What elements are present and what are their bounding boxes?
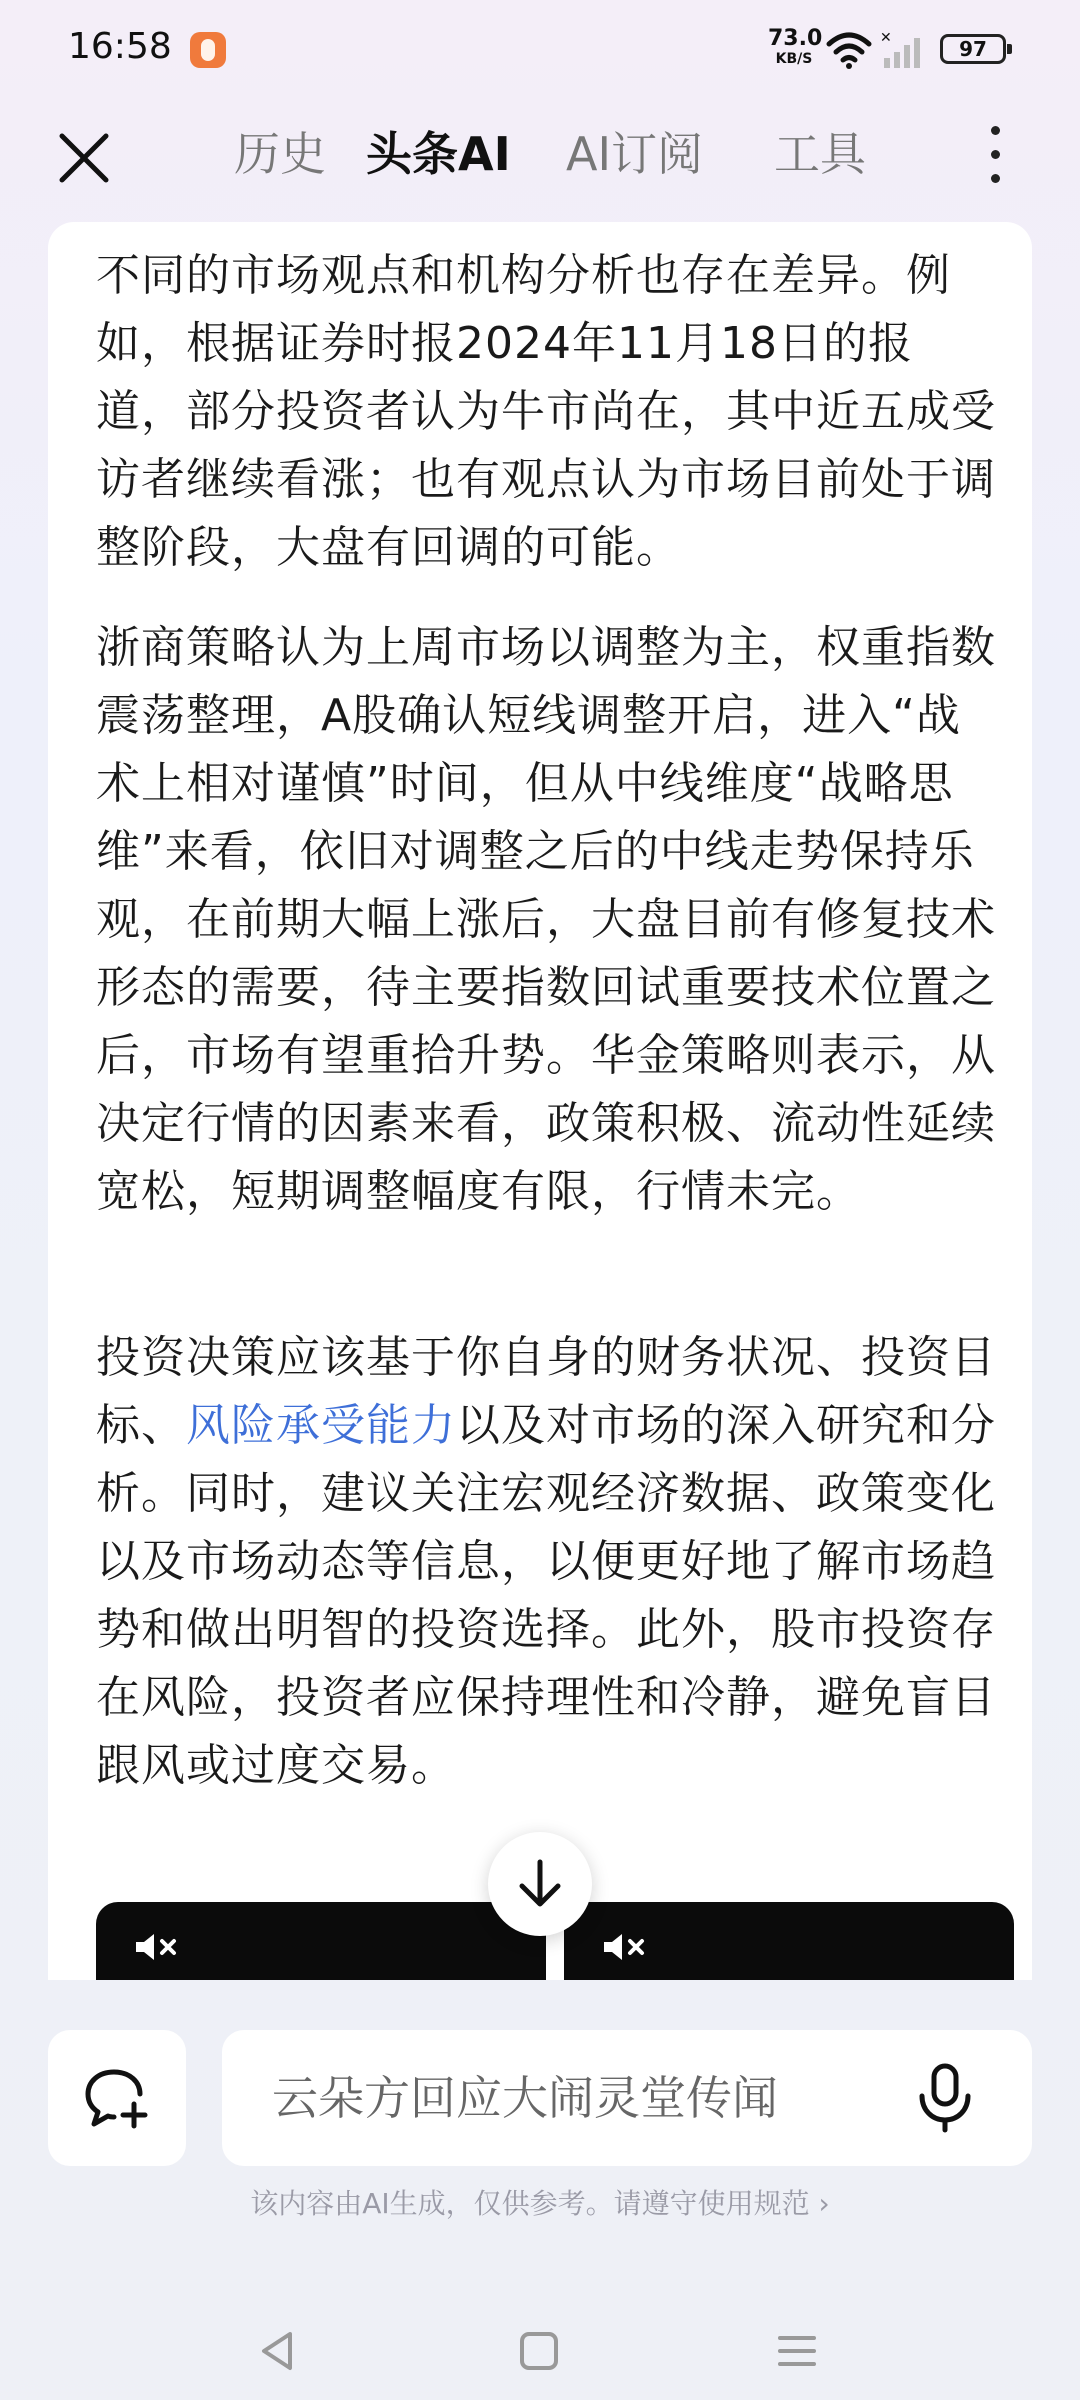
video-thumbnail[interactable] bbox=[564, 1902, 1014, 1980]
arrow-down-icon bbox=[516, 1858, 564, 1910]
new-chat-icon bbox=[82, 2064, 152, 2134]
question-input[interactable] bbox=[222, 2030, 1032, 2166]
mute-icon[interactable] bbox=[602, 1930, 650, 1964]
wifi-icon bbox=[826, 30, 872, 70]
answer-text: 以及对市场的深入研究和分析。同时，建议关注宏观经济数据、政策变化以及市场动态等信息，以便更好地了解市场趋势和做出明智的投资选择。此外，股市投资存在风险，投资者应保持理性和冷静，避免盲目跟风或过度交易。 bbox=[96, 1400, 996, 1791]
recent-apps-icon[interactable] bbox=[772, 2326, 822, 2376]
input-placeholder: 云朵方回应大闹灵堂传闻 bbox=[272, 2071, 778, 2125]
top-nav bbox=[0, 100, 1080, 210]
status-bar bbox=[0, 0, 1080, 100]
more-options-icon[interactable] bbox=[980, 120, 1010, 190]
scroll-down-button[interactable] bbox=[488, 1832, 592, 1936]
back-icon[interactable] bbox=[254, 2326, 304, 2376]
svg-text:✕: ✕ bbox=[880, 30, 892, 46]
new-chat-button[interactable] bbox=[48, 2030, 186, 2166]
ai-answer-card bbox=[48, 222, 1032, 1980]
risk-tolerance-link[interactable]: 风险承受能力 bbox=[186, 1400, 456, 1451]
system-navigation-bar bbox=[0, 2300, 1080, 2400]
home-icon[interactable] bbox=[514, 2326, 564, 2376]
app-notification-icon bbox=[190, 32, 226, 68]
video-thumbnail[interactable] bbox=[96, 1902, 546, 1980]
answer-paragraph: 不同的市场观点和机构分析也存在差异。例如，根据证券时报2024年11月18日的报道，部分投资者认为牛市尚在，其中近五成受访者继续看涨；也有观点认为市场目前处于调整阶段，大盘有回调的可能。 bbox=[96, 250, 996, 573]
tab-tools[interactable]: 工具 bbox=[774, 127, 866, 181]
close-icon[interactable] bbox=[52, 126, 116, 190]
tab-toutiao-ai[interactable]: 头条AI bbox=[366, 127, 511, 181]
tab-history[interactable]: 历史 bbox=[234, 127, 326, 181]
battery-indicator: 97 bbox=[940, 34, 1006, 64]
network-speed bbox=[768, 26, 823, 67]
tab-ai-subscription[interactable]: AI订阅 bbox=[566, 127, 704, 181]
answer-paragraph: 浙商策略认为上周市场以调整为主，权重指数震荡整理，A股确认短线调整开启，进入“战术上相对谨慎”时间，但从中线维度“战略思维”来看，依旧对调整之后的中线走势保持乐观，在前期大幅上涨后，大盘目前有修复技术形态的需要，待主要指数回试重要技术位置之后，市场有望重拾升势。华金策略则表示，从决定行情的因素来看，政策积极、流动性延续宽松，短期调整幅度有限，行情未完。 bbox=[96, 622, 996, 1217]
network-speed-unit: KB/S bbox=[775, 51, 813, 67]
clock: 16:58 bbox=[68, 26, 172, 67]
network-speed-value: 73.0 bbox=[768, 26, 823, 51]
cellular-signal-icon bbox=[880, 30, 926, 70]
microphone-icon[interactable] bbox=[910, 2062, 980, 2134]
answer-text: 投资决策应该基于你自身的财务状况、投资目标、 bbox=[96, 1332, 996, 1451]
mute-icon[interactable] bbox=[134, 1930, 182, 1964]
ai-disclaimer-link[interactable]: 该内容由AI生成，仅供参考。请遵守使用规范 › bbox=[250, 2187, 830, 2220]
answer-paragraph bbox=[96, 1324, 1001, 1800]
